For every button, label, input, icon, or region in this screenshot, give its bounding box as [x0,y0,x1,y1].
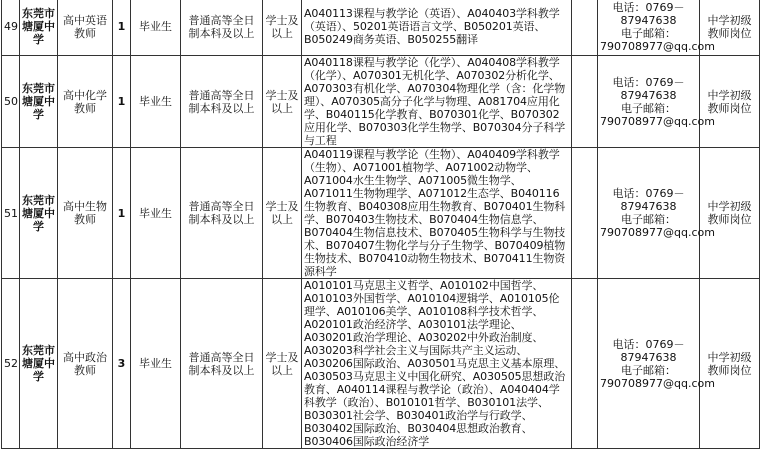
table-row [2,148,760,279]
education-requirement: 普通高等全日 制本科及以上 [181,148,263,279]
hire-count: 1 [113,0,131,56]
hire-count: 1 [113,56,131,148]
blank-cell [572,279,598,449]
blank-cell [572,148,598,279]
contact-info: 电话：0769－ 87947638 电子邮箱： 790708977@qq.com [598,56,700,148]
education-requirement: 普通高等全日 制本科及以上 [181,56,263,148]
candidate-type: 毕业生 [131,56,181,148]
post-category: 中学初级 教师岗位 [700,279,760,449]
degree-requirement: 学士及 以上 [263,56,302,148]
table-row [2,56,760,148]
major-requirements: A010101马克思主义哲学、A010102中国哲学、A010103外国哲学、A010104逻辑学、A010105伦理学、A010106美学、A010108科学技术哲学、A020101政治经济学、A030101法学理论、A030201政治学理论、A030202中外政治制度、A030203科学社会主义与国际共产主义运动、A030206国际政治、A030501马克思主义基本原理、A030503马克思主义中国化研究、A030505思想政治教育、A040114课程与教学论（政治）、A040404学科教学（政治）、B010101哲学、B030101法学、B030301社会学、B030401政治学与行政学、B030402国际政治、B030404思想政治教育、B030406国际政治经济学 [302,279,572,449]
contact-info: 电话：0769－ 87947638 电子邮箱： 790708977@qq.com [598,279,700,449]
major-requirements: A040113课程与教学论（英语）、A040403学科教学（英语）、50201英语语言文学、B050201英语、B050249商务英语、B050255翻译 [302,0,572,56]
recruitment-table [1,0,760,449]
education-requirement: 普通高等全日 制本科及以上 [181,279,263,449]
contact-info: 电话：0769－ 87947638 电子邮箱： 790708977@qq.com [598,0,700,56]
row-number: 49 [2,0,20,56]
education-requirement: 普通高等全日 制本科及以上 [181,0,263,56]
position-name: 高中政治 教师 [58,279,113,449]
hire-count: 1 [113,148,131,279]
employer-unit: 东莞市 塘厦中 学 [20,0,58,56]
blank-cell [572,0,598,56]
post-category: 中学初级 教师岗位 [700,0,760,56]
row-number: 50 [2,56,20,148]
contact-info: 电话：0769－ 87947638 电子邮箱： 790708977@qq.com [598,148,700,279]
row-number: 51 [2,148,20,279]
candidate-type: 毕业生 [131,0,181,56]
employer-unit: 东莞市 塘厦中 学 [20,148,58,279]
candidate-type: 毕业生 [131,148,181,279]
degree-requirement: 学士及 以上 [263,279,302,449]
post-category: 中学初级 教师岗位 [700,148,760,279]
employer-unit: 东莞市 塘厦中 学 [20,56,58,148]
post-category: 中学初级 教师岗位 [700,56,760,148]
major-requirements: A040119课程与教学论（生物）、A040409学科教学（生物）、A071001植物学、A071002动物学、A071004水生生物学、A071005微生物学、A071011生物物理学、A071012生态学、B040116生物教育、B040308应用生物教育、B070401生物科学、B070403生物技术、B070404生物信息学、B070404生物信息技术、B070405生物科学与生物技术、B070407生物化学与分子生物学、B070409植物生物技术、B070410动物生物技术、B070411生物资源科学 [302,148,572,279]
table-row [2,279,760,449]
blank-cell [572,56,598,148]
row-number: 52 [2,279,20,449]
degree-requirement: 学士及 以上 [263,0,302,56]
table-body [2,0,760,449]
candidate-type: 毕业生 [131,279,181,449]
major-requirements: A040118课程与教学论（化学）、A040408学科教学（化学）、A070301无机化学、A070302分析化学、A070303有机化学、A070304物理化学（含：化学物理）、A070305高分子化学与物理、A081704应用化学、B040115化学教育、B070301化学、B070302应用化学、B070303化学生物学、B070304分子科学与工程 [302,56,572,148]
employer-unit: 东莞市 塘厦中 学 [20,279,58,449]
position-name: 高中生物 教师 [58,148,113,279]
position-name: 高中英语 教师 [58,0,113,56]
hire-count: 3 [113,279,131,449]
table-row [2,0,760,56]
position-name: 高中化学 教师 [58,56,113,148]
degree-requirement: 学士及 以上 [263,148,302,279]
